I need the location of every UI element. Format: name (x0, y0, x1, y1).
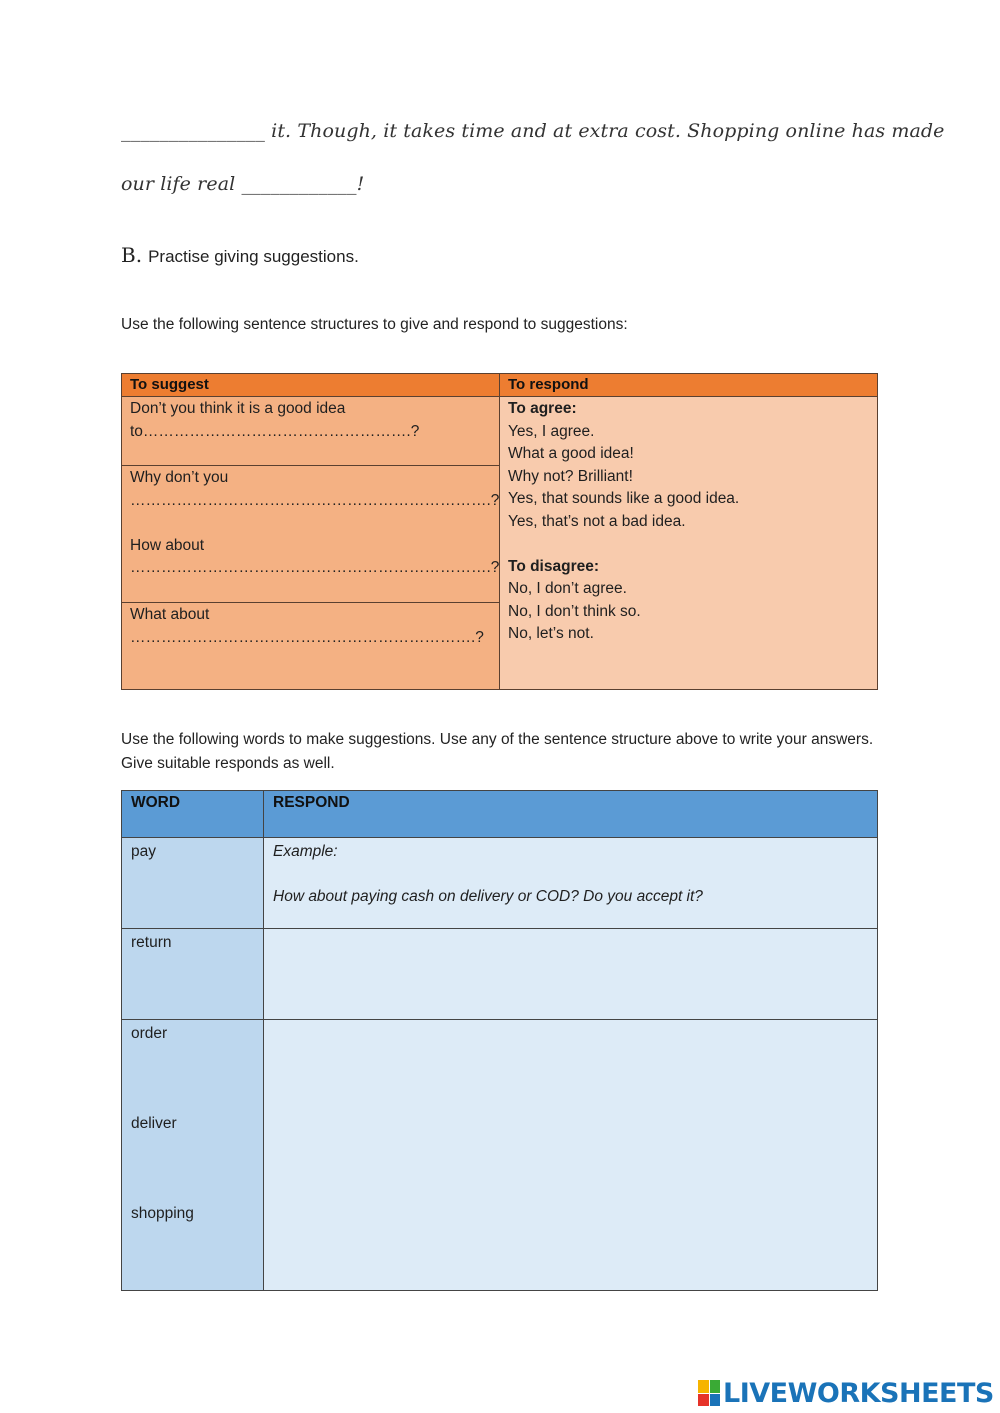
section-letter: B. (121, 243, 143, 267)
suggest-text: What about (130, 606, 210, 623)
header-to-suggest: To suggest (122, 374, 500, 397)
paragraph-line-1 (121, 120, 945, 142)
disagree-response: No, let’s not. (508, 625, 594, 642)
word-label: pay (131, 843, 156, 860)
word-label: shopping (131, 1205, 194, 1222)
example-text: How about paying cash on delivery or COD? Do you accept it? (273, 888, 703, 905)
word-cell (122, 1019, 264, 1290)
suggest-text: …………………………………………………………….? (130, 491, 500, 509)
logo-icon (698, 1380, 720, 1406)
suggest-cell (122, 397, 499, 466)
agree-response: Why not? Brilliant! (508, 467, 633, 485)
example-label: Example: (273, 843, 338, 860)
header-respond: RESPOND (264, 791, 877, 837)
suggest-cell (122, 466, 499, 603)
paragraph-text: ! (356, 173, 365, 195)
suggest-cell (122, 603, 499, 691)
answer-blank[interactable]: _______________ (121, 120, 265, 142)
respond-column (500, 397, 877, 689)
section-title: Practise giving suggestions. (148, 247, 359, 266)
suggest-text: Don’t you think it is a good idea (130, 400, 346, 417)
word-label: order (131, 1025, 168, 1042)
word-label: return (131, 934, 172, 951)
respond-cell[interactable] (264, 1019, 877, 1290)
disagree-response: No, I don’t agree. (508, 580, 627, 597)
instruction-text: Use the following sentence structures to give and respond to suggestions: (121, 316, 628, 333)
suggest-column (122, 397, 500, 689)
agree-heading: To agree: (508, 400, 577, 417)
respond-cell[interactable] (264, 837, 877, 928)
word-cell (122, 837, 264, 928)
suggest-text: to…………………………………………….? (130, 422, 420, 440)
agree-response: Yes, that’s not a bad idea. (508, 512, 686, 530)
paragraph-text: it. Though, it takes time and at extra cost. Shopping online has made (265, 120, 945, 142)
header-word: WORD (122, 791, 264, 837)
answer-blank[interactable]: ____________ (241, 173, 357, 195)
suggest-text: ………………………………………………………….? (130, 628, 484, 646)
word-cell (122, 928, 264, 1019)
paragraph-line-2 (121, 173, 364, 195)
agree-response: Yes, that sounds like a good idea. (508, 490, 740, 507)
disagree-heading: To disagree: (508, 557, 600, 575)
instruction-text: Use the following words to make suggestions. Use any of the sentence structure above to write your answers. Give suitable responds as well. (121, 731, 874, 772)
liveworksheets-logo (698, 1377, 994, 1409)
word-label: deliver (131, 1115, 177, 1132)
header-to-respond: To respond (500, 374, 877, 397)
word-table (121, 790, 878, 1291)
section-heading (121, 243, 359, 267)
logo-text: LIVEWORKSHEETS (723, 1377, 994, 1409)
disagree-response: No, I don’t think so. (508, 602, 641, 620)
paragraph-text: our life real (121, 173, 242, 195)
suggest-text: …………………………………………………………….? (130, 559, 500, 576)
agree-response: What a good idea! (508, 445, 634, 462)
suggestion-table (121, 373, 878, 690)
agree-response: Yes, I agree. (508, 422, 595, 440)
suggest-text: Why don’t you (130, 469, 229, 486)
respond-cell[interactable] (264, 928, 877, 1019)
suggest-text: How about (130, 536, 205, 554)
